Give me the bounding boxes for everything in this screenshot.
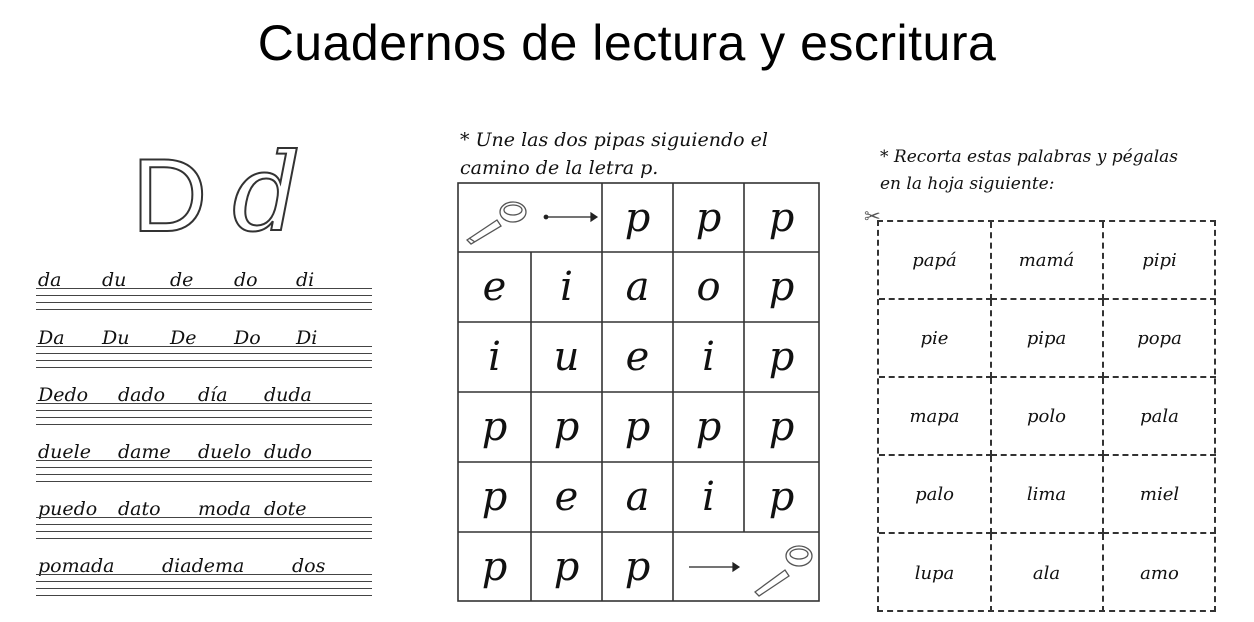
cutout-word: amo [1140, 562, 1179, 584]
maze-cell: p [553, 404, 580, 450]
ruled-line [36, 524, 372, 525]
maze-cell: o [696, 264, 721, 310]
maze-cell: i [702, 474, 715, 520]
practice-word: dame [118, 441, 171, 463]
ruled-lines [36, 403, 372, 431]
maze-cell: a [625, 474, 650, 520]
practice-word: diadema [162, 555, 245, 577]
maze-cell: p [695, 195, 722, 241]
practice-word: Du [102, 327, 130, 349]
maze-cell: e [554, 474, 579, 520]
maze-cell: i [560, 264, 573, 310]
maze-cell: p [553, 544, 580, 590]
practice-word: Da [38, 327, 65, 349]
maze-cell: p [624, 195, 651, 241]
practice-word: dudo [264, 441, 313, 463]
maze-cell: e [482, 264, 507, 310]
ruled-lines [36, 460, 372, 488]
ruled-line [36, 360, 372, 361]
maze-cell: i [488, 334, 501, 380]
ruled-line [36, 346, 372, 347]
maze-cell: p [768, 195, 795, 241]
practice-word: du [102, 269, 127, 291]
ruled-lines [36, 346, 372, 374]
letter-maze-grid [457, 182, 820, 602]
ruled-line [36, 417, 372, 418]
maze-cell: p [481, 544, 508, 590]
cutout-word: ala [991, 534, 1104, 612]
practice-word: dato [118, 498, 161, 520]
maze-cell: e [625, 334, 650, 380]
maze-cell: a [625, 264, 650, 310]
maze-cell: p [624, 404, 651, 450]
ruled-line [36, 288, 372, 289]
practice-word: dado [118, 384, 166, 406]
cutout-word: pie [879, 300, 992, 378]
practice-row [36, 554, 372, 604]
ruled-line [36, 581, 372, 582]
ruled-line [36, 574, 372, 575]
pipe-icon-start [467, 202, 526, 244]
ruled-line [36, 403, 372, 404]
practice-word: da [38, 269, 62, 291]
ruled-line [36, 424, 372, 425]
ruled-line [36, 410, 372, 411]
cutout-instruction-line-1: * Recorta estas palabras y pégalas [880, 147, 1179, 167]
ruled-line [36, 353, 372, 354]
practice-word: duelo [198, 441, 252, 463]
practice-word: dos [292, 555, 326, 577]
practice-word: De [170, 327, 197, 349]
cutout-word: pala [1103, 378, 1216, 456]
practice-row [36, 268, 372, 318]
ruled-line [36, 588, 372, 589]
ruled-line [36, 295, 372, 296]
practice-row [36, 383, 372, 433]
maze-cell: p [695, 404, 722, 450]
practice-word: puedo [38, 498, 98, 520]
practice-word: dote [264, 498, 307, 520]
outline-letter-lower: d [232, 131, 302, 256]
practice-row [36, 440, 372, 490]
ruled-line [36, 481, 372, 482]
maze-instruction-line-2: camino de la letra p. [460, 157, 659, 179]
pipe-icon-end [755, 546, 812, 596]
practice-word: do [234, 269, 258, 291]
cutout-word-grid [877, 220, 1216, 612]
arrow-icon-start [544, 213, 597, 221]
maze-cell: u [553, 334, 580, 380]
ruled-line [36, 309, 372, 310]
cutout-word: miel [1103, 456, 1216, 534]
maze-cell: p [624, 544, 651, 590]
ruled-line [36, 538, 372, 539]
ruled-line [36, 595, 372, 596]
page-title: Cuadernos de lectura y escritura [257, 15, 997, 71]
arrow-icon-end [689, 563, 739, 571]
practice-word: pomada [38, 555, 115, 577]
cutout-word: mamá [991, 222, 1104, 300]
ruled-line [36, 467, 372, 468]
practice-word: Dedo [38, 384, 89, 406]
ruled-line [36, 474, 372, 475]
cutout-instruction-line-2: en la hoja siguiente: [880, 174, 1055, 194]
maze-cell: p [481, 474, 508, 520]
cutout-instructions [880, 144, 1220, 198]
maze-cell: p [768, 334, 795, 380]
ruled-line [36, 460, 372, 461]
practice-word: di [296, 269, 315, 291]
cutout-word: pipa [991, 300, 1104, 378]
cutout-word: lima [991, 456, 1104, 534]
practice-word: día [198, 384, 228, 406]
maze-cell: i [702, 334, 715, 380]
cutout-word: papá [879, 222, 992, 300]
cutout-word: palo [879, 456, 992, 534]
maze-cell: p [768, 474, 795, 520]
ruled-line [36, 367, 372, 368]
maze-instruction-line-1: * Une las dos pipas siguiendo el [460, 129, 768, 151]
cutout-word: popa [1103, 300, 1216, 378]
practice-word: duda [264, 384, 312, 406]
ruled-line [36, 302, 372, 303]
practice-word: Di [296, 327, 318, 349]
ruled-lines [36, 288, 372, 316]
practice-row [36, 497, 372, 547]
cutout-word: pipi [1103, 222, 1216, 300]
practice-word: Do [234, 327, 261, 349]
practice-word: de [170, 269, 194, 291]
practice-word: moda [198, 498, 251, 520]
cutout-word: lupa [879, 534, 992, 612]
ruled-line [36, 517, 372, 518]
maze-cell: p [768, 404, 795, 450]
practice-word: duele [38, 441, 91, 463]
ruled-lines [36, 574, 372, 602]
ruled-line [36, 531, 372, 532]
handwriting-practice-sheet [36, 131, 376, 610]
ruled-lines [36, 517, 372, 545]
maze-instructions [460, 126, 820, 182]
practice-row [36, 326, 372, 376]
cutout-word: mapa [879, 378, 992, 456]
maze-cell: p [481, 404, 508, 450]
outline-letter-upper: D [132, 138, 208, 254]
cutout-word: polo [991, 378, 1104, 456]
scissors-icon: ✂ [864, 204, 881, 228]
maze-cell: p [768, 264, 795, 310]
